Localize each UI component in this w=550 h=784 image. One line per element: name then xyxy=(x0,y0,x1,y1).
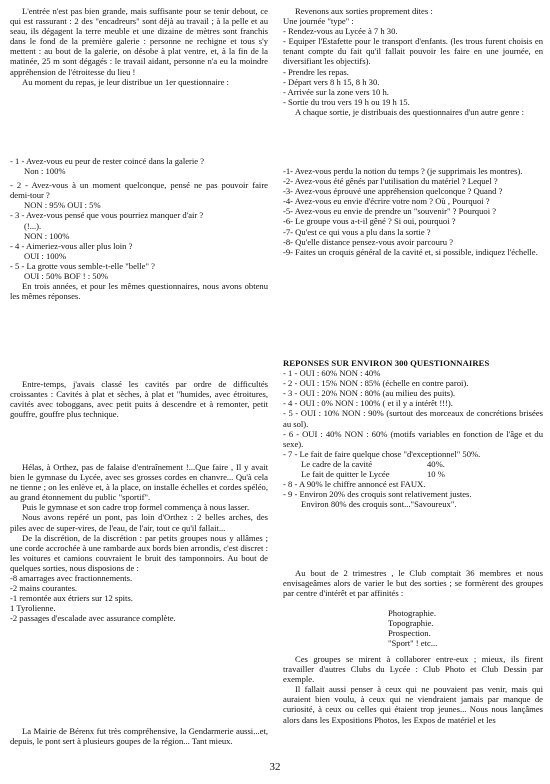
paragraph: Entre-temps, j'avais classé les cavités par ordre de difficultés croissantes : Cavités à plat et sèches, à plat et "humides, avec étroitures, cavités avec toboggans, avec petit puits à descendre et à remonter, petit gouffre, gouffre plus technique. xyxy=(10,379,268,420)
responses-title: REPONSES SUR ENVIRON 300 QUESTIONNAIRES xyxy=(283,358,490,368)
response: - 7 - Le fait de faire quelque chose "d'exceptionnel" 50%. xyxy=(283,448,481,459)
berenx-paragraph xyxy=(10,726,268,746)
list-item: -8 amarrages avec fractionnements. xyxy=(10,573,133,584)
response: - 9 - Environ 20% des croquis sont relativement justes. xyxy=(283,489,472,500)
page-number: 32 xyxy=(269,761,281,773)
collaboration-paragraphs xyxy=(283,654,543,725)
paragraph: Revenons aux sorties proprement dites : xyxy=(295,6,433,16)
response: - 5 - OUI : 10% NON : 90% (surtout des morceaux de concrétions brisées au sol). xyxy=(283,408,543,429)
response: - 6 - OUI : 40% NON : 60% (motifs variables en fonction de l'âge et du sexe). xyxy=(283,428,543,449)
responses-section xyxy=(283,358,543,509)
question: - 4 - Aimeriez-vous aller plus loin ? xyxy=(10,240,133,251)
question: -9- Faites un croquis général de la cavité et, si possible, indiquez l'échelle. xyxy=(283,246,538,257)
paragraph: Au bout de 2 trimestres , le Club comptait 36 membres et nous envisageâmes alors de varier le but des sorties ; se formèrent des groupes par centre d'intérêt et par affinités : xyxy=(283,568,543,599)
list-item: 1 Tyrolienne. xyxy=(10,603,56,614)
response-label: Le cadre de la cavité xyxy=(301,458,373,469)
question: - 2 - Avez-vous à un moment quelconque, pensé ne pas pouvoir faire demi-tour ? xyxy=(10,180,268,201)
paragraph: A chaque sortie, je distribuais des questionnaires d'un autre genre : xyxy=(295,106,524,117)
response-row xyxy=(283,469,543,479)
answer: OUI : 50% BOF ! : 50% xyxy=(24,271,109,282)
paragraph: Hélas, à Orthez, pas de falaise d'entraînement !...Que faire , Il y avait bien le gymnase du Lycée, avec ses grosses cordes en chanvre... Qu'à cela ne tienne ; on les enlève et, à la place, on installe échelles et cordes spéléo, au grand étonnement du public "sportif". xyxy=(10,462,268,503)
paragraph: De la discrétion, de la discrétion : par petits groupes nous y allâmes ; une corde accrochée à une rambarde aux bords bien arrondis, c'est discret : les voitures et camions couvraient le bruit des tamponnoirs. Au bout de quelques sorties, nous disposions de : xyxy=(10,532,268,573)
paragraph: En trois années, et pour les mêmes questionnaires, nous avons obtenu les mêmes réponses. xyxy=(10,281,268,302)
question: -6- Le groupe vous a-t-il gêné ? Si oui, pourquoi ? xyxy=(283,216,456,227)
list-item: -1 remontée aux étriers sur 12 spits. xyxy=(10,593,133,604)
question: - 3 - Avez-vous pensé que vous pourriez manquer d'air ? xyxy=(10,210,204,221)
response: - 1 - OUI : 60% NON : 40% xyxy=(283,368,381,379)
interest-groups xyxy=(388,608,538,648)
list-item: -2 passages d'escalade avec assurance complète. xyxy=(10,613,176,624)
question: -3- Avez-vous éprouvé une appréhension quelconque ? Quand ? xyxy=(283,186,503,197)
paragraph: Une journée "type" : xyxy=(283,16,354,27)
paragraph: Nous avons repéré un pont, pas loin d'Orthez : 2 belles arches, des piles avec de super-vires, de l'eau, de l'air, tout ce qu'il fallait... xyxy=(10,512,268,533)
typical-day xyxy=(283,6,543,117)
difficulty-paragraph xyxy=(10,379,268,419)
answer: NON : 95% OUI : 5% xyxy=(24,200,101,211)
group-item: Topographie. xyxy=(388,618,434,629)
list-item: - Sortie du trou vers 19 h ou 19 h 15. xyxy=(283,96,410,107)
response-row xyxy=(283,459,543,469)
first-questionnaire xyxy=(10,156,268,301)
group-item: Photographie. xyxy=(388,608,436,618)
orthez-section xyxy=(10,462,268,624)
answer: Non : 100% xyxy=(24,166,66,177)
question: - 1 - Avez-vous eu peur de rester coincé dans la galerie ? xyxy=(10,156,205,166)
answer: OUI : 100% xyxy=(24,250,67,261)
response: - 4 - OUI : 0% NON : 100% ( et il y a intérêt !!!). xyxy=(283,398,453,409)
list-item: - Départ vers 8 h 15, 8 h 30. xyxy=(283,76,380,87)
response: - 2 - OUI : 15% NON : 85% (échelle en contre paroi). xyxy=(283,378,469,389)
list-item: -2 mains courantes. xyxy=(10,583,78,594)
question: -2- Avez-vous été gênés par l'utilisation du matériel ? Lequel ? xyxy=(283,176,498,187)
question: -1- Avez-vous perdu la notion du temps ? (je supprimais les montres). xyxy=(283,166,523,176)
question: - 5 - La grotte vous semble-t-elle "belle" ? xyxy=(10,260,155,271)
list-item: - Prendre les repas. xyxy=(283,66,349,77)
paragraph: L'entrée n'est pas bien grande, mais suffisante pour se tenir debout, ce qui est rassurant : 2 des "encadreurs" sont déjà au travail ; à la pelle et au seau, ils dégagent la terre meuble et une dizaine de mètres sont franchis dans le fond de la première galerie : personne ne rechigne et tous s'y mettent : au bout de la galerie, on désobe à plat ventre, et, à la fin de la matinée, 25 m sont dégagés : le travail aidant, personne n'a eu la moindre appréhension de l'étroitesse du lieu ! xyxy=(10,6,268,77)
paragraph: Ces groupes se mirent à collaborer entre-eux ; mieux, ils firent travailler d'autres Clubs du Lycée : Club Photo et Club Dessin par exemple. xyxy=(283,654,543,685)
question: -5- Avez-vous eu envie de prendre un "souvenir" ? Pourquoi ? xyxy=(283,206,497,217)
paragraph: Puis le gymnase et son cadre trop formel commença à nous lasser. xyxy=(22,502,250,513)
response: - 3 - OUI : 20% NON : 80% (au milieu des puits). xyxy=(283,388,456,399)
answer: (!...). xyxy=(24,220,42,231)
group-item: "Sport" ! etc... xyxy=(388,638,438,649)
list-item: - Equiper l'Estafette pour le transport d'enfants. (les trous furent choisis en tenant compte du fait qu'il fallait pouvoir les faire en une journée, en diversifiant les objectifs). xyxy=(283,36,543,67)
question: -7- Qu'est ce qui vous a plu dans la sortie ? xyxy=(283,226,431,237)
club-paragraph xyxy=(283,568,543,598)
intro-paragraphs xyxy=(10,6,268,87)
response-label: Le fait de quitter le Lycée xyxy=(301,469,390,480)
list-item: - Rendez-vous au Lycée à 7 h 30. xyxy=(283,26,398,37)
paragraph: Il fallait aussi penser à ceux qui ne pouvaient pas venir, mais qui auraient bien voulu, à ceux qui ne viendraient jamais par manque de curiosité, à ceux ou celles qui étaient trop jeunes... Nous nous lançâmes alors dans les Expositions Photos, les Expos de matériel et les xyxy=(283,684,543,725)
list-item: - Arrivée sur la zone vers 10 h. xyxy=(283,86,389,97)
paragraph: La Mairie de Bérenx fut très compréhensive, la Gendarmerie aussi...et, depuis, le pont sert à plusieurs goupes de la région... Tant mieux. xyxy=(10,726,268,747)
question: -8- Qu'elle distance pensez-vous avoir parcouru ? xyxy=(283,236,454,247)
group-item: Prospection. xyxy=(388,628,431,639)
response-value: 10 % xyxy=(427,469,445,480)
question: -4- Avez-vous eu envie d'écrire votre nom ? Où , Pourquoi ? xyxy=(283,196,490,207)
answer: NON : 100% xyxy=(24,230,70,241)
second-questionnaire xyxy=(283,166,543,257)
response: - 8 - A 90% le chiffre annoncé est FAUX. xyxy=(283,479,426,490)
response-value: 40%. xyxy=(427,458,445,469)
response: Environ 80% des croquis sont..."Savoureux". xyxy=(301,499,457,510)
paragraph: Au moment du repas, je leur distribue un 1er questionnaire : xyxy=(22,76,229,87)
